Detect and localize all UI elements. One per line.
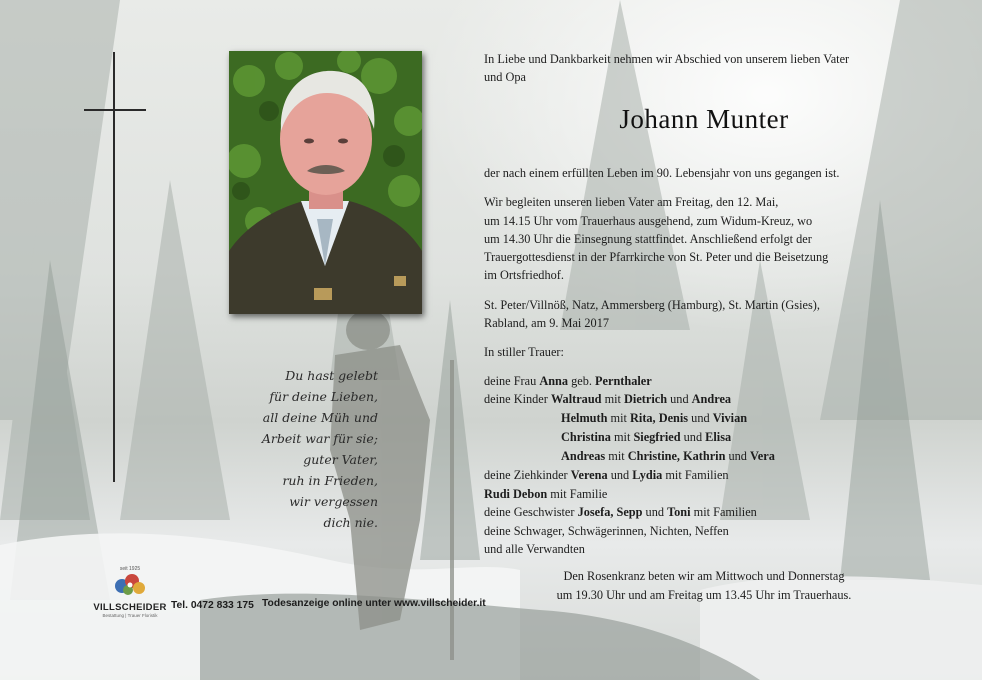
mourner-foster [484,466,729,485]
mourner-name: Siegfried [633,430,681,444]
mourner-name: Dietrich [624,392,668,406]
mourner-name: Christina [561,430,611,444]
funeral-line: um 14.30 Uhr die Einsegnung stattfindet. Anschließend erfolgt der [484,232,812,246]
mourner-name: Toni [667,505,691,519]
rosary-line: Den Rosenkranz beten wir am Mittwoch und Donnerstag [563,569,845,583]
mourner-text: mit Familien [662,468,729,482]
poem [240,365,378,533]
cross-horizontal [84,109,146,111]
mourner-text: deine Ziehkinder [484,468,571,482]
rosary-notice [484,567,924,605]
mourner-name: Verena [570,468,608,482]
place-date-line: St. Peter/Villnöß, Natz, Ammersberg (Hamburg), St. Martin (Gsies), [484,298,820,312]
mourner-name: Andreas [561,449,606,463]
mourner-text: und [642,505,668,519]
poem-line: Arbeit war für sie; [261,431,378,446]
rosary-line: um 19.30 Uhr und am Freitag um 13.45 Uhr im Trauerhaus. [556,588,852,602]
poem-line: dich nie. [323,515,378,530]
poem-line: guter Vater, [303,452,378,467]
mourner-text: und [680,430,706,444]
mourner-text: deine Geschwister [484,505,578,519]
place-date-line: Rabland, am 9. Mai 2017 [484,316,609,330]
cross-vertical [113,52,115,482]
flower-logo-icon [110,572,150,596]
poem-line: ruh in Frieden, [282,473,378,488]
mourner-child-line [561,428,731,447]
mourner-text: mit [605,449,628,463]
logo-tagline: Bestattung | Trauer Floristik [102,613,158,618]
portrait-photo [229,51,422,314]
villscheider-logo [80,566,180,618]
mourner-name: Lydia [632,468,663,482]
mourner-text: deine Frau [484,374,540,388]
mourner-wife [484,372,652,391]
mourner-name: Waltraud [550,392,602,406]
intro-line: In Liebe und Dankbarkeit nehmen wir Abschied von unserem lieben Vater [484,52,850,66]
mourner-text: mit Familie [547,487,608,501]
online-link[interactable]: Todesanzeige online unter www.villscheider.it [262,598,486,609]
phone-number: Tel. 0472 833 175 [171,600,254,611]
mourner-name: Elisa [705,430,732,444]
mourner-name: Anna [539,374,569,388]
mourner-rudi [484,485,607,504]
mourner-name: Rita, Denis [630,411,689,425]
mourner-text: geb. [568,374,596,388]
poem-line: für deine Lieben, [269,389,378,404]
mourner-text: mit [610,430,634,444]
poem-line: Du hast gelebt [285,368,378,383]
mourner-siblings [484,503,757,522]
mourner-name: Vera [750,449,775,463]
funeral-line: im Ortsfriedhof. [484,268,564,282]
mourner-children [484,390,731,409]
logo-since: seit 1925 [119,566,141,572]
funeral-line: um 14.15 Uhr vom Trauerhaus ausgehend, zum Widum-Kreuz, wo [484,214,813,228]
mourner-name: Andrea [691,392,732,406]
logo-brand: VILLSCHEIDER [93,602,167,613]
mourner-text: und [688,411,713,425]
mourner-child-line [561,447,775,466]
mourner-name: Helmuth [561,411,608,425]
mourner-text: und [667,392,692,406]
mourner-name: Pernthaler [595,374,652,388]
mourner-text: und [607,468,633,482]
mourning-heading: In stiller Trauer: [484,345,564,359]
intro-line: und Opa [484,70,527,84]
after-name-text: der nach einem erfüllten Leben im 90. Lebensjahr von uns gegangen ist. [484,166,840,180]
portrait-illustration [229,51,422,314]
mourner-inlaws: deine Schwager, Schwägerinnen, Nichten, Neffen [484,524,729,538]
mourner-name: Rudi Debon [484,487,548,501]
mourner-text: mit Familien [690,505,757,519]
mourner-name: Vivian [712,411,748,425]
mourner-child-line [561,409,747,428]
funeral-line: Wir begleiten unseren lieben Vater am Freitag, den 12. Mai, [484,195,779,209]
deceased-name: Johann Munter [619,104,789,134]
mourner-text: mit [601,392,625,406]
poem-line: wir vergessen [289,494,378,509]
poem-line: all deine Müh und [262,410,378,425]
mourner-text: und [725,449,751,463]
mourner-relatives: und alle Verwandten [484,542,585,556]
mourner-text: deine Kinder [484,392,551,406]
mourner-name: Josefa, Sepp [577,505,643,519]
funeral-line: Trauergottesdienst in der Pfarrkirche von St. Peter und die Beisetzung [484,250,829,264]
mourner-name: Christine, Kathrin [627,449,726,463]
mourner-text: mit [607,411,631,425]
